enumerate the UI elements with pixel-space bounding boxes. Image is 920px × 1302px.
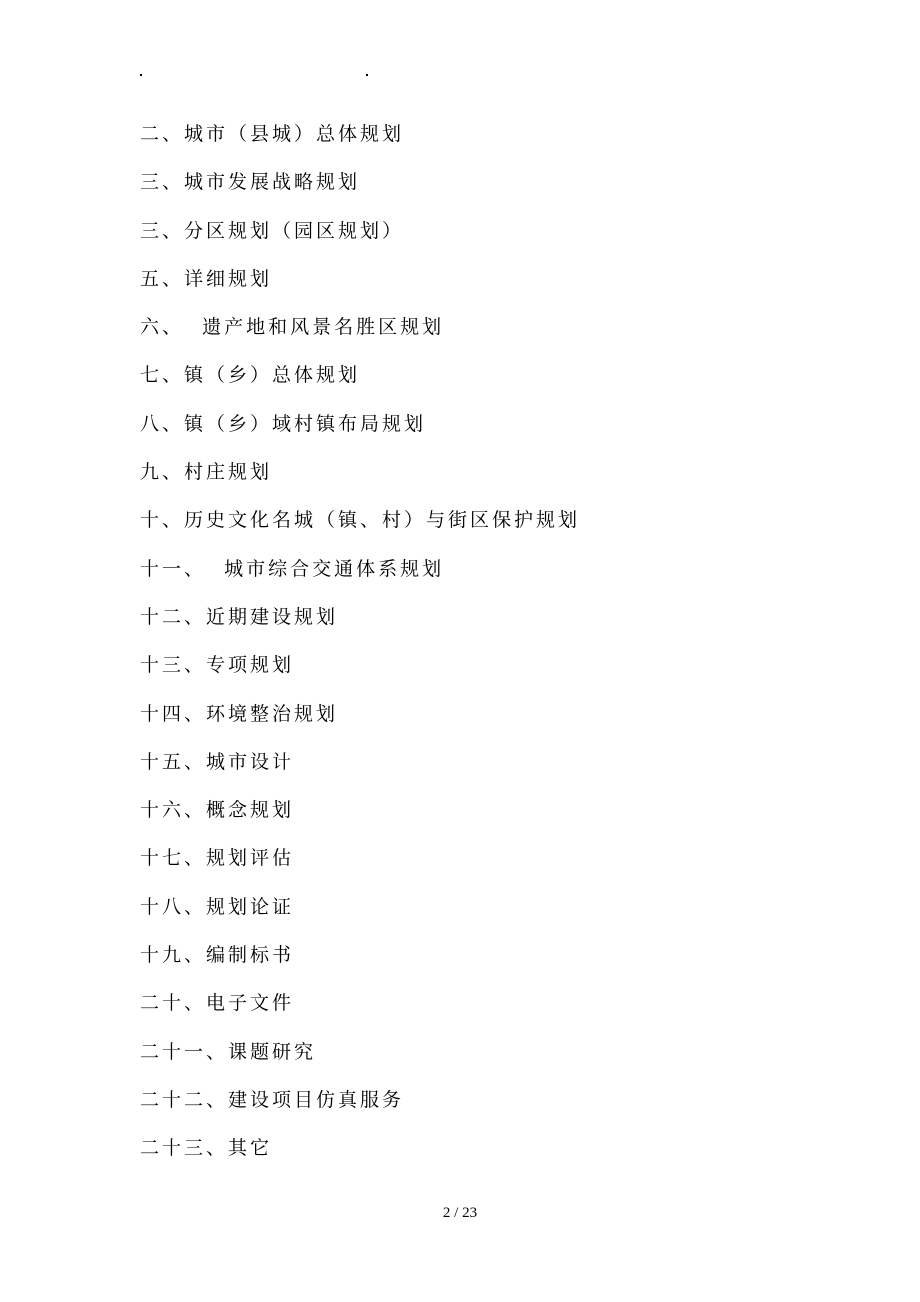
toc-item: 二十一、课题研究	[140, 1040, 317, 1063]
toc-item: 十五、城市设计	[140, 750, 295, 773]
toc-item: 十、历史文化名城（镇、村）与街区保护规划	[140, 509, 581, 532]
toc-item: 十一、 城市综合交通体系规划	[140, 557, 445, 580]
toc-item: 十四、环境整治规划	[140, 702, 339, 725]
toc-item: 十三、专项规划	[140, 654, 295, 677]
header-mark-left	[140, 74, 142, 76]
toc-item: 三、城市发展战略规划	[140, 171, 361, 194]
toc-item: 五、详细规划	[140, 267, 273, 290]
toc-item: 九、村庄规划	[140, 461, 273, 484]
toc-item: 六、 遗产地和风景名胜区规划	[140, 316, 445, 339]
toc-item: 十九、编制标书	[140, 944, 295, 967]
toc-item: 十二、近期建设规划	[140, 605, 339, 628]
toc-item: 十八、规划论证	[140, 895, 295, 918]
toc-item: 二、城市（县城）总体规划	[140, 123, 405, 145]
toc-item: 三、分区规划（园区规划）	[140, 219, 405, 242]
toc-list	[140, 116, 580, 1179]
header-mark-right	[366, 74, 368, 76]
toc-item: 二十二、建设项目仿真服务	[140, 1088, 405, 1111]
toc-item: 十六、概念规划	[140, 799, 295, 822]
page-number: 2 / 23	[442, 1205, 478, 1221]
toc-item: 十七、规划评估	[140, 847, 295, 870]
toc-item: 二十、电子文件	[140, 992, 295, 1015]
toc-item: 二十三、其它	[140, 1137, 273, 1160]
toc-item: 七、镇（乡）总体规划	[140, 364, 361, 387]
toc-item: 八、镇（乡）域村镇布局规划	[140, 412, 427, 435]
